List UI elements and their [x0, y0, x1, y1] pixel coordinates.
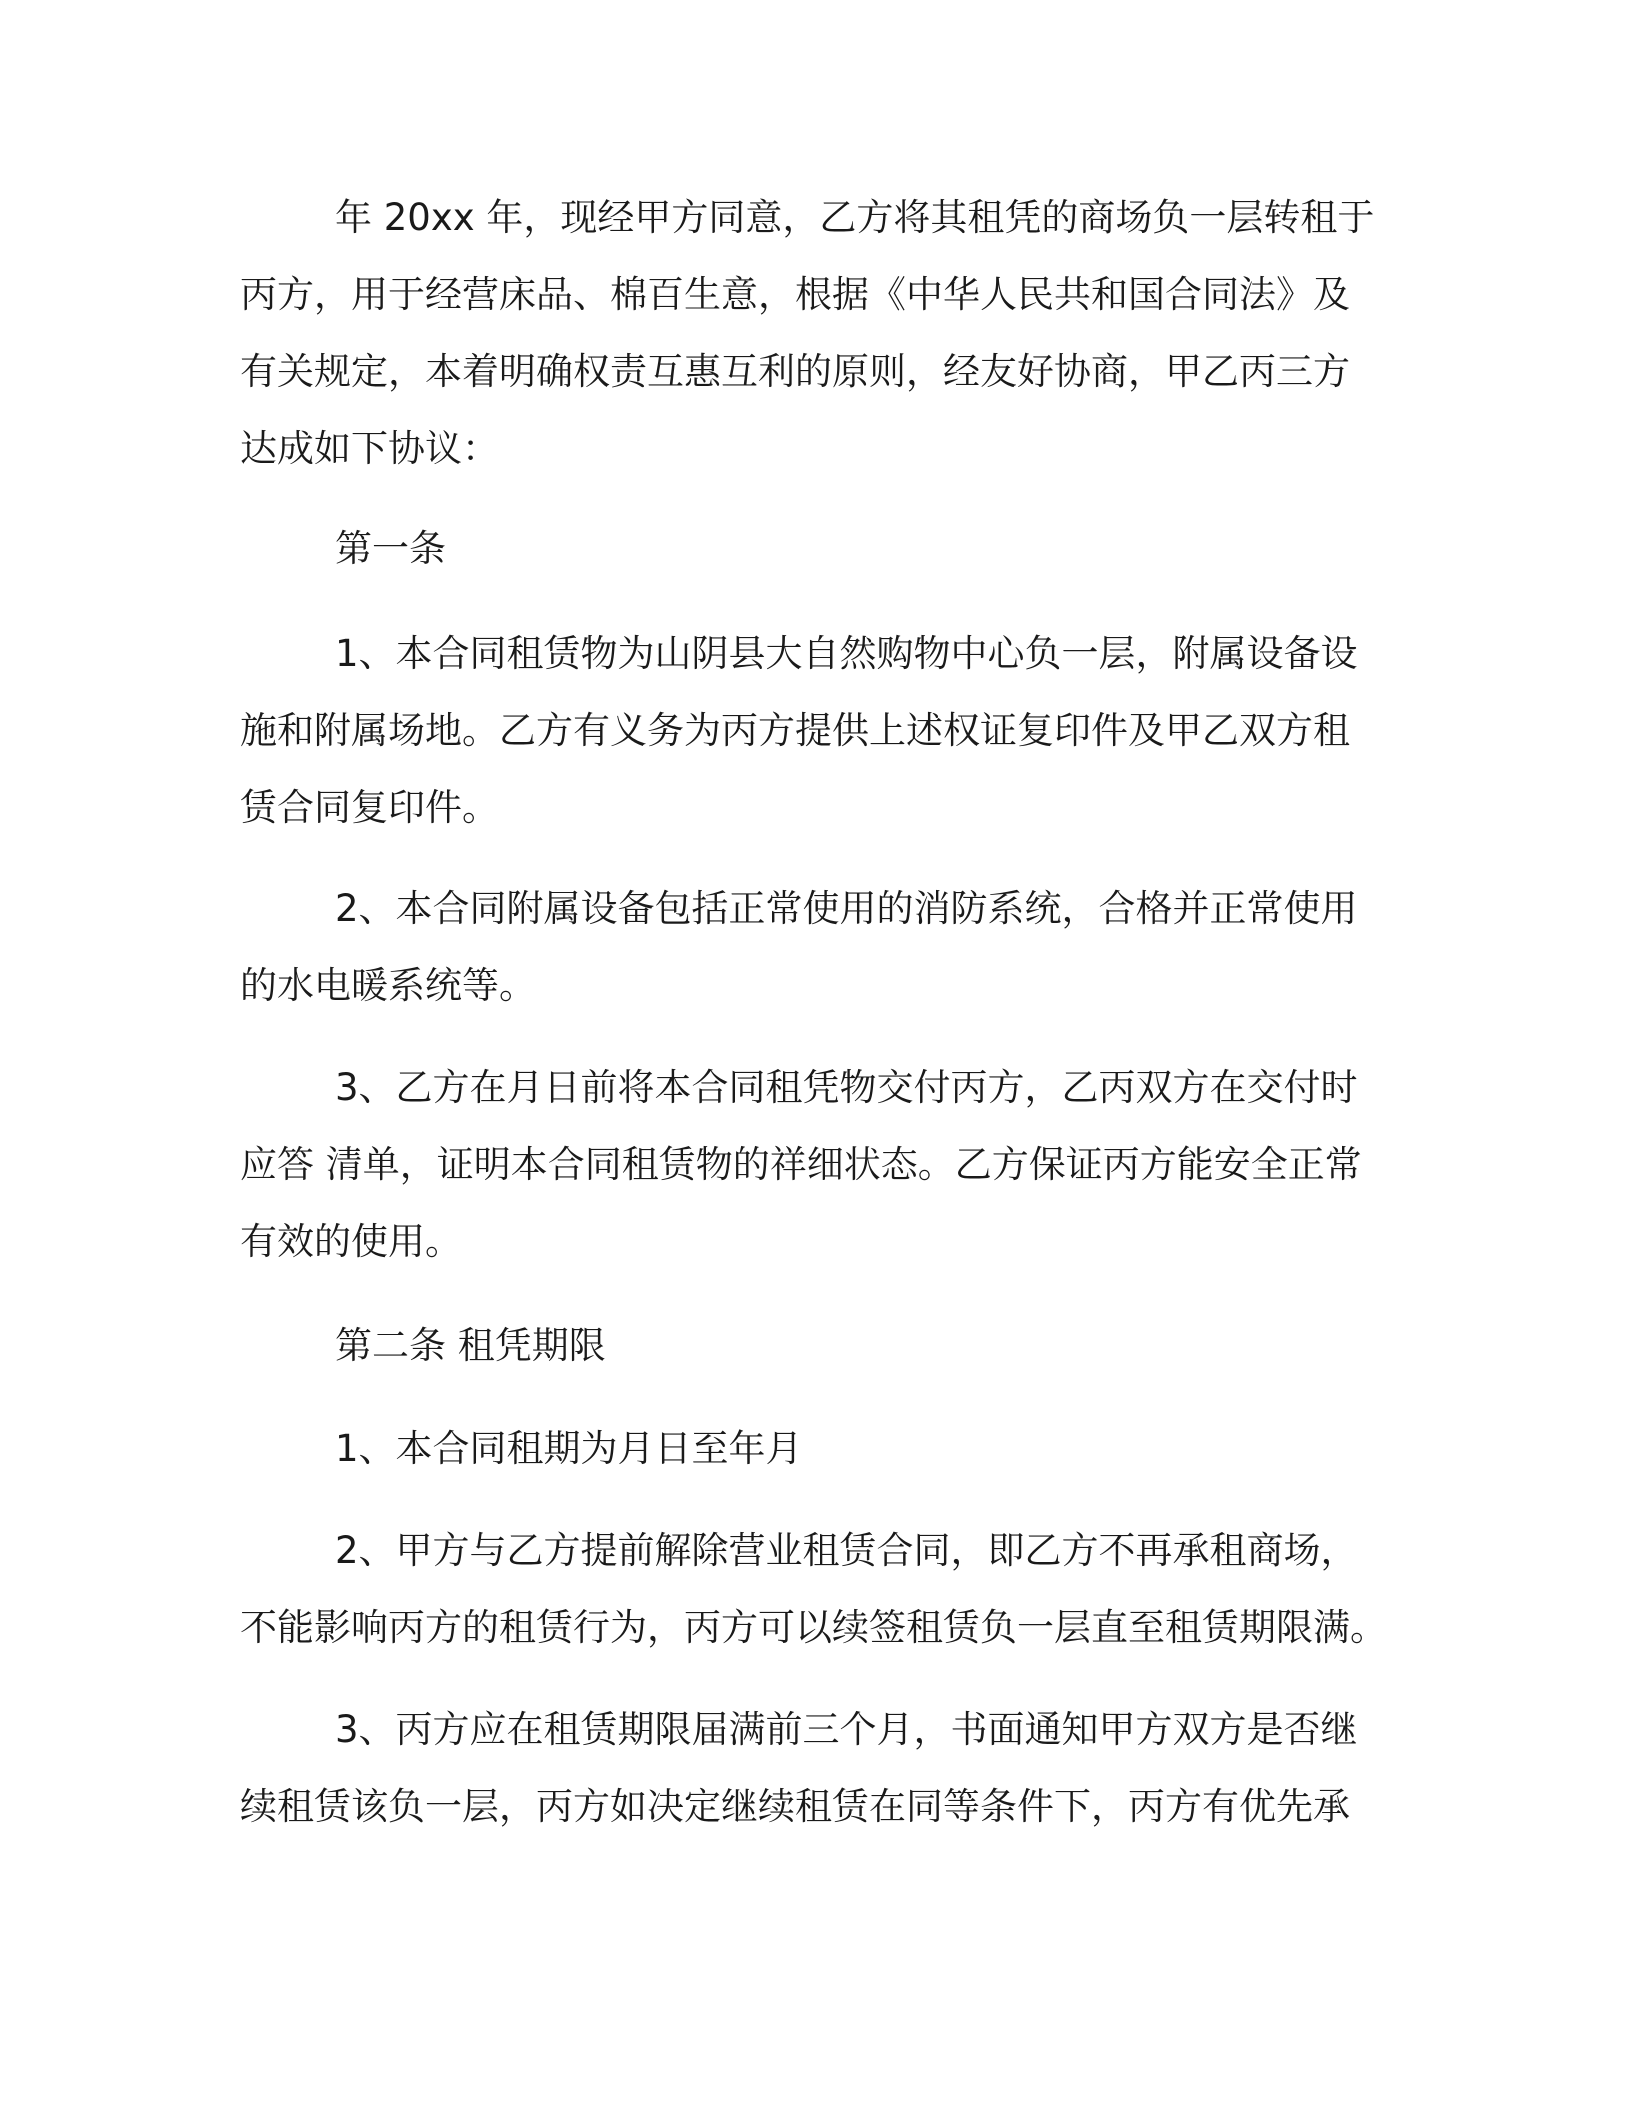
text-line: 2、本合同附属设备包括正常使用的消防系统，合格并正常使用 [335, 887, 1358, 930]
section-heading: 第二条 租凭期限 [335, 1324, 606, 1367]
text-line: 达成如下协议： [240, 427, 499, 470]
text-line: 有效的使用。 [240, 1220, 462, 1263]
text-line: 年 20xx 年，现经甲方同意，乙方将其租凭的商场负一层转租于 [335, 196, 1375, 239]
text-line: 2、甲方与乙方提前解除营业租赁合同，即乙方不再承租商场， [335, 1529, 1358, 1572]
text-line: 施和附属场地。乙方有义务为丙方提供上述权证复印件及甲乙双方租 [240, 709, 1350, 752]
text-line: 1、本合同租期为月日至年月 [335, 1427, 803, 1470]
text-line: 赁合同复印件。 [240, 786, 499, 829]
text-line: 续租赁该负一层，丙方如决定继续租赁在同等条件下，丙方有优先承 [240, 1785, 1350, 1828]
text-line: 1、本合同租赁物为山阴县大自然购物中心负一层，附属设备设 [335, 632, 1358, 675]
text-line: 不能影响丙方的租赁行为，丙方可以续签租赁负一层直至租赁期限满。 [240, 1606, 1387, 1649]
text-line: 丙方，用于经营床品、棉百生意，根据《中华人民共和国合同法》及 [240, 273, 1350, 316]
text-line: 3、丙方应在租赁期限届满前三个月，书面通知甲方双方是否继 [335, 1708, 1358, 1751]
text-line: 应答 清单，证明本合同租赁物的祥细状态。乙方保证丙方能安全正常 [240, 1143, 1362, 1186]
text-line: 3、乙方在月日前将本合同租凭物交付丙方，乙丙双方在交付时 [335, 1066, 1358, 1109]
text-line: 有关规定，本着明确权责互惠互利的原则，经友好协商，甲乙丙三方 [240, 350, 1350, 393]
text-line: 的水电暖系统等。 [240, 964, 536, 1007]
section-heading: 第一条 [335, 527, 446, 570]
